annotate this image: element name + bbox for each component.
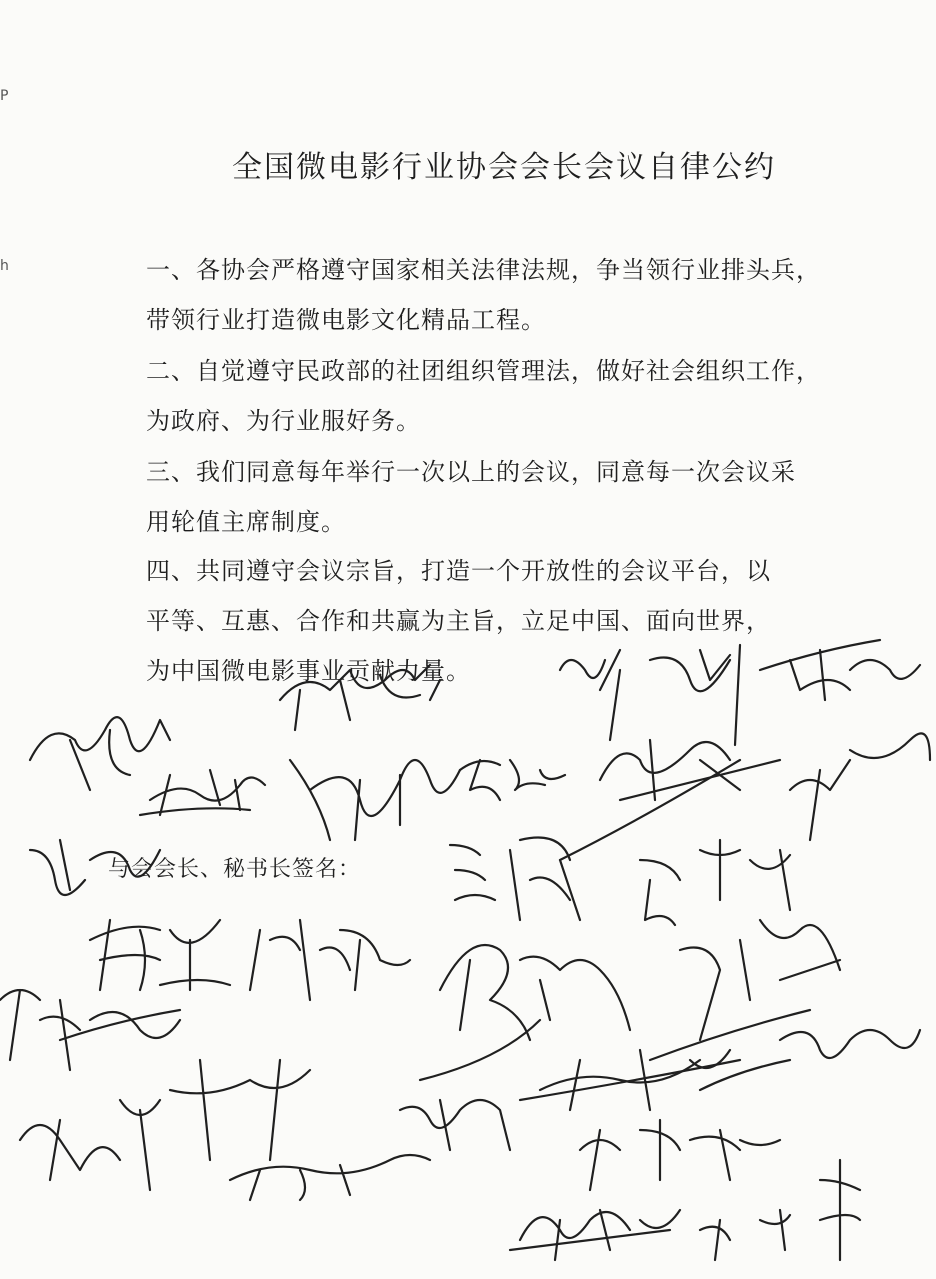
handwritten-signature (140, 770, 265, 815)
handwritten-signature (90, 920, 230, 990)
paragraph-1 (146, 245, 846, 345)
paragraph-line: 二、自觉遵守民政部的社团组织管理法，做好社会组织工作， (146, 357, 821, 385)
handwritten-signature (520, 1050, 740, 1110)
handwritten-signature (700, 1030, 920, 1090)
paragraph-line: 用轮值主席制度。 (146, 508, 346, 536)
document-title: 全国微电影行业协会会长会议自律公约 (232, 150, 776, 185)
signature-label: 与会会长、秘书长签名： (108, 857, 362, 882)
handwritten-signature (790, 733, 930, 840)
paragraph-2 (146, 346, 846, 446)
paragraph-line: 平等、互惠、合作和共赢为主旨，立足中国、面向世界， (146, 607, 771, 635)
handwritten-signature (440, 945, 630, 1040)
paragraph-line: 为中国微电影事业贡献力量。 (146, 657, 471, 685)
handwritten-signature (250, 920, 410, 1000)
paragraph-4 (146, 546, 846, 696)
handwritten-signature (450, 838, 580, 921)
margin-mark: h (0, 258, 9, 274)
paragraph-line: 四、共同遵守会议宗旨，打造一个开放性的会议平台，以 (146, 557, 771, 585)
handwritten-signature (700, 1160, 860, 1260)
paragraph-line: 一、各协会严格遵守国家相关法律法规，争当领行业排头兵， (146, 256, 821, 284)
paragraph-line: 三、我们同意每年举行一次以上的会议，同意每一次会议采 (146, 458, 796, 486)
margin-mark: P (0, 88, 9, 104)
handwritten-signature (0, 990, 180, 1070)
handwritten-signature (650, 920, 840, 1060)
handwritten-signature (580, 1120, 780, 1190)
handwritten-signature (460, 760, 565, 800)
handwritten-signature (30, 717, 170, 790)
paragraph-line: 为政府、为行业服好务。 (146, 407, 421, 435)
handwritten-signature (230, 1155, 430, 1200)
paragraph-3 (146, 447, 846, 547)
paragraph-line: 带领行业打造微电影文化精品工程。 (146, 306, 546, 334)
handwritten-signature (20, 1010, 310, 1190)
handwritten-signature (290, 760, 460, 840)
handwritten-signature (640, 840, 790, 925)
handwritten-signature (560, 740, 780, 860)
handwritten-signature (510, 1210, 680, 1260)
handwritten-signature (400, 1020, 540, 1150)
